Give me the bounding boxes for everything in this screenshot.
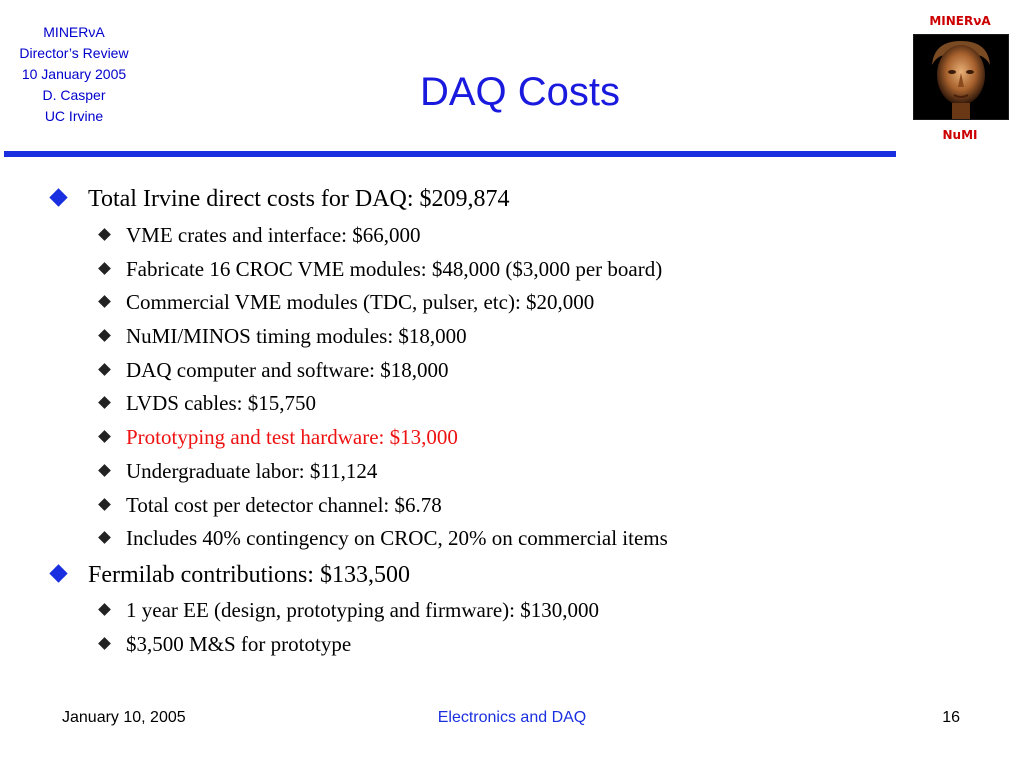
list-item [96, 523, 668, 553]
logo-top-label: MINERνA [929, 14, 991, 28]
list-item-text: Commercial VME modules (TDC, pulser, etc): $20,000 [126, 290, 595, 314]
footer-date: January 10, 2005 [62, 709, 186, 726]
diamond-bullet-icon [98, 396, 111, 409]
diamond-bullet-icon [98, 430, 111, 443]
info-line: MINERνA [43, 24, 105, 40]
diamond-bullet-icon [49, 188, 67, 206]
presentation-info [0, 22, 148, 127]
list-item-highlighted [96, 422, 458, 452]
list-item-text: LVDS cables: $15,750 [126, 391, 316, 415]
list-item-text: Undergraduate labor: $11,124 [126, 459, 378, 483]
diamond-bullet-icon [98, 363, 111, 376]
diamond-bullet-icon [98, 603, 111, 616]
list-item-text: Prototyping and test hardware: $13,000 [126, 425, 458, 449]
diamond-bullet-icon [98, 531, 111, 544]
list-item [96, 287, 594, 317]
list-item [96, 595, 599, 625]
list-item-text: 1 year EE (design, prototyping and firmware): $130,000 [126, 598, 599, 622]
title-divider [4, 151, 896, 157]
list-item-text: Fabricate 16 CROC VME modules: $48,000 ($3,000 per board) [126, 257, 663, 281]
list-item-text: $3,500 M&S for prototype [126, 632, 352, 656]
bust-portrait-icon [913, 34, 1009, 120]
diamond-bullet-icon [98, 329, 111, 342]
list-item-text: DAQ computer and software: $18,000 [126, 358, 449, 382]
list-item-text: Total Irvine direct costs for DAQ: $209,874 [88, 186, 510, 212]
list-item [48, 182, 510, 216]
list-item [96, 321, 467, 351]
list-item-text: VME crates and interface: $66,000 [126, 223, 421, 247]
list-item-text: NuMI/MINOS timing modules: $18,000 [126, 324, 467, 348]
diamond-bullet-icon [98, 637, 111, 650]
list-item [96, 254, 662, 284]
list-item [96, 490, 442, 520]
list-item-text: Fermilab contributions: $133,500 [88, 562, 410, 588]
list-item-text: Total cost per detector channel: $6.78 [126, 493, 442, 517]
logo-bottom-label: NuMI [942, 128, 978, 142]
list-item [96, 220, 420, 250]
info-line: 10 January 2005 [21, 66, 127, 82]
diamond-bullet-icon [49, 564, 67, 582]
diamond-bullet-icon [98, 464, 111, 477]
list-item [96, 456, 377, 486]
diamond-bullet-icon [98, 262, 111, 275]
slide-title: DAQ Costs [419, 70, 621, 114]
list-item [96, 388, 316, 418]
info-line: D. Casper [42, 87, 106, 103]
list-item [96, 629, 351, 659]
list-item-text: Includes 40% contingency on CROC, 20% on commercial items [126, 526, 668, 550]
diamond-bullet-icon [98, 498, 111, 511]
list-item [48, 558, 410, 592]
info-line: UC Irvine [44, 108, 104, 124]
diamond-bullet-icon [98, 295, 111, 308]
footer-section: Electronics and DAQ [437, 709, 587, 726]
info-line: Director’s Review [19, 45, 129, 61]
page-number: 16 [942, 709, 960, 726]
list-item [96, 355, 449, 385]
diamond-bullet-icon [98, 228, 111, 241]
